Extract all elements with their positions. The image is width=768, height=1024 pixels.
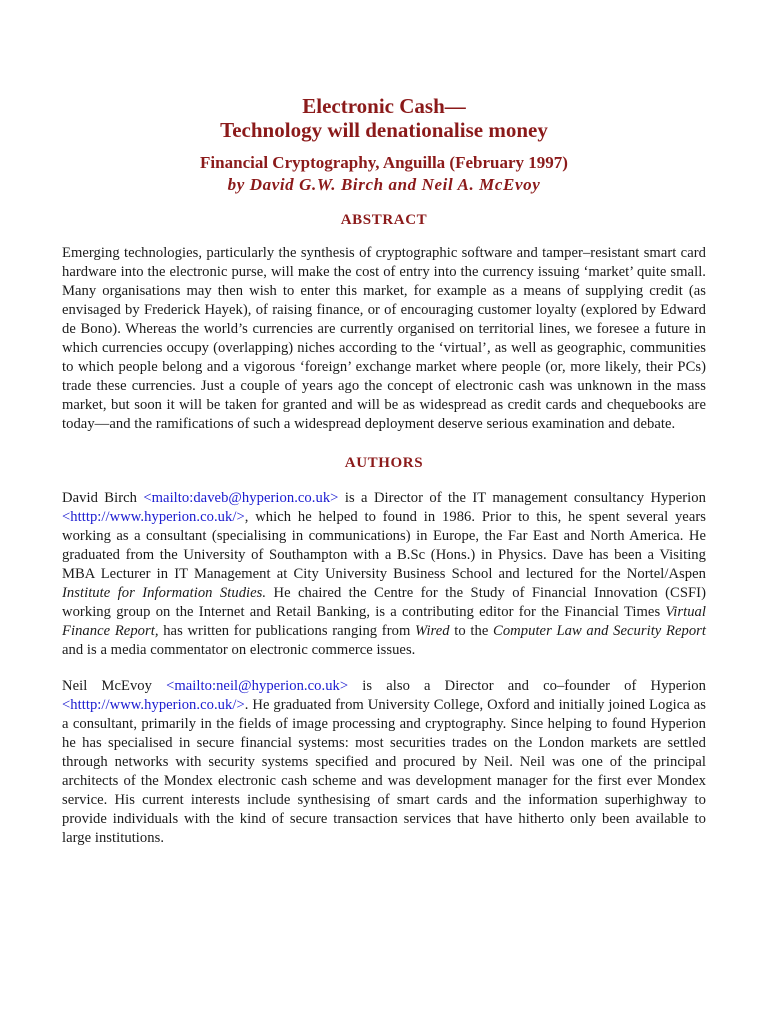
italic-publication: Virtual Finance Report, <box>62 604 706 639</box>
bio-text: , which he helped to found in 1986. Prior to this, he spent several years working as a consultant (specialising in communications) in Europe, the Far East and North America. He graduated from the University of Southampton with a B.Sc (Hons.) in Physics. Dave has been a Visiting MBA Lecturer in IT Management at City University Business School and lectured for the Nortel/Aspen <box>62 509 706 582</box>
bio-text: has written for publications ranging from <box>158 623 416 639</box>
email-link[interactable]: <mailto:neil@hyperion.co.uk> <box>166 678 349 694</box>
website-link[interactable]: <htttp://www.hyperion.co.uk/> <box>62 697 245 713</box>
italic-publication: Computer Law and Security Report <box>493 623 707 639</box>
bio-text: is also a Director and co–founder of Hyperion <box>348 678 707 694</box>
bio-text: is a Director of the IT management consultancy Hyperion <box>338 490 706 506</box>
authors-heading: AUTHORS <box>344 455 424 471</box>
author-bio-birch <box>62 489 706 660</box>
bio-text: He chaired the Centre for the Study of Financial Innovation (CSFI) working group on the Internet and Retail Banking, is a contributing editor for the Financial Times <box>62 585 706 620</box>
abstract-text: Emerging technologies, particularly the synthesis of cryptographic software and tamper–resistant smart card hardware into the electronic purse, will make the cost of entry into the currency issuing ‘market’ quite small. Many organisations may then wish to enter this market, for example as a means of supplying credit (as envisaged by Frederick Hayek), of raising finance, or of encouraging customer loyalty (explored by Edward de Bono). Whereas the world’s currencies are currently organised on territorial lines, we foresee a future in which currencies occupy (overlapping) niches according to the ‘virtual’, as well as geographic, communities to which people belong and a vigorous ‘foreign’ exchange market where people (or, more likely, their PCs) trade these currencies. Just a couple of years ago the concept of electronic cash was unknown in the mass market, but soon it will be taken for granted and will be as widespread as credit cards and chequebooks are today—and the ramifications of such a widespread deployment deserve serious examination and debate. <box>62 245 706 432</box>
website-link[interactable]: <htttp://www.hyperion.co.uk/> <box>62 509 245 525</box>
bio-text: Neil McEvoy <box>62 678 167 694</box>
conference-line: Financial Cryptography, Anguilla (February 1997) <box>200 153 568 172</box>
bio-text: . He graduated from University College, Oxford and initially joined Logica as a consultant, primarily in the fields of image processing and cryptography. Since helping to found Hyperion he has specialised in secure financial systems: most securities trades on the London markets are settled through networks with security systems specified and procured by Neil. Neil was one of the principal architects of the Mondex electronic cash scheme and was development manager for the first ever Mondex service. His current interests include synthesising of smart cards and the information superhighway to provide individuals with the kind of secure transaction services that have hitherto only been available to large institutions. <box>62 697 706 846</box>
byline: by David G.W. Birch and Neil A. McEvoy <box>227 175 541 194</box>
bio-text: David Birch <box>62 490 144 506</box>
bio-text: and is a media commentator on electronic commerce issues. <box>62 642 416 658</box>
author-bio-mcevoy <box>62 677 706 848</box>
title-line-1: Electronic Cash— <box>302 94 466 118</box>
email-link[interactable]: <mailto:daveb@hyperion.co.uk> <box>143 490 339 506</box>
italic-institute: Institute for Information Studies. <box>62 585 267 601</box>
bio-text: to the <box>449 623 494 639</box>
abstract-heading: ABSTRACT <box>340 212 428 228</box>
title-line-2: Technology will denationalise money <box>220 118 548 142</box>
italic-publication: Wired <box>415 623 450 639</box>
title-block <box>62 0 706 196</box>
